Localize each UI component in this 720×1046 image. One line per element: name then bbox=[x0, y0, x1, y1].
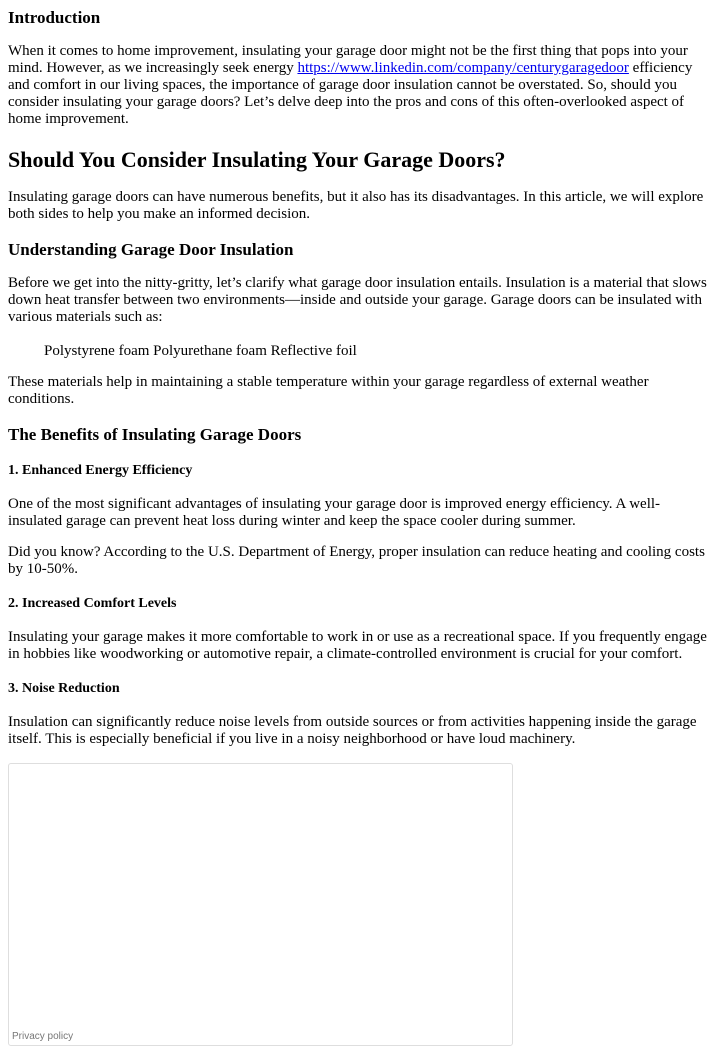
benefit-3-title: 3. Noise Reduction bbox=[8, 681, 120, 696]
intro-paragraph bbox=[8, 43, 712, 128]
understanding-heading: Understanding Garage Door Insulation bbox=[8, 240, 294, 259]
benefit-1-paragraph-2: Did you know? According to the U.S. Department of Energy, proper insulation can reduce heating and cooling costs by 10-50%. bbox=[8, 544, 705, 577]
benefit-1-title: 1. Enhanced Energy Efficiency bbox=[8, 463, 193, 478]
intro-text-before-link: When it comes to home improvement, insulating your garage door might not be the first thing that pops into your mind. However, as we increasingly seek energy bbox=[8, 43, 688, 76]
main-lead-paragraph: Insulating garage doors can have numerous benefits, but it also has its disadvantages. In this article, we will explore both sides to help you make an informed decision. bbox=[8, 189, 704, 222]
benefits-heading: The Benefits of Insulating Garage Doors bbox=[8, 425, 302, 444]
embedded-map-frame[interactable] bbox=[8, 763, 513, 1046]
article bbox=[0, 8, 712, 1046]
privacy-policy-link[interactable]: Privacy policy bbox=[12, 1031, 74, 1042]
intro-text-after-link: efficiency and comfort in our living spaces, the importance of garage door insulation cannot be overstated. So, should you consider insulating your garage doors? Let’s delve deep into the pros and cons of this often-overlooked aspect of home improvement. bbox=[8, 60, 693, 127]
benefit-2-paragraph-1: Insulating your garage makes it more comfortable to work in or use as a recreational space. If you frequently engage in hobbies like woodworking or automotive repair, a climate-controlled environment is crucial for your comfort. bbox=[8, 629, 707, 662]
understanding-paragraph: Before we get into the nitty-gritty, let’s clarify what garage door insulation entails. Insulation is a material that slows down heat transfer between two environments—inside and outside your garage. Garage doors can be insulated with various materials such as: bbox=[8, 275, 707, 325]
benefit-2-title: 2. Increased Comfort Levels bbox=[8, 596, 177, 611]
intro-heading: Introduction bbox=[8, 8, 101, 27]
main-title: Should You Consider Insulating Your Garage Doors? bbox=[8, 147, 506, 172]
linkedin-link[interactable]: https://www.linkedin.com/company/centurygaragedoor bbox=[297, 60, 629, 76]
materials-list: Polystyrene foam Polyurethane foam Reflective foil bbox=[44, 343, 357, 359]
benefit-1-paragraph-1: One of the most significant advantages of insulating your garage door is improved energy efficiency. A well-insulated garage can prevent heat loss during winter and keep the space cooler during summer. bbox=[8, 496, 661, 529]
understanding-closing-paragraph: These materials help in maintaining a stable temperature within your garage regardless of external weather conditions. bbox=[8, 374, 649, 407]
benefit-3-paragraph-1: Insulation can significantly reduce noise levels from outside sources or from activities happening inside the garage itself. This is especially beneficial if you live in a noisy neighborhood or have loud machinery. bbox=[8, 714, 697, 747]
